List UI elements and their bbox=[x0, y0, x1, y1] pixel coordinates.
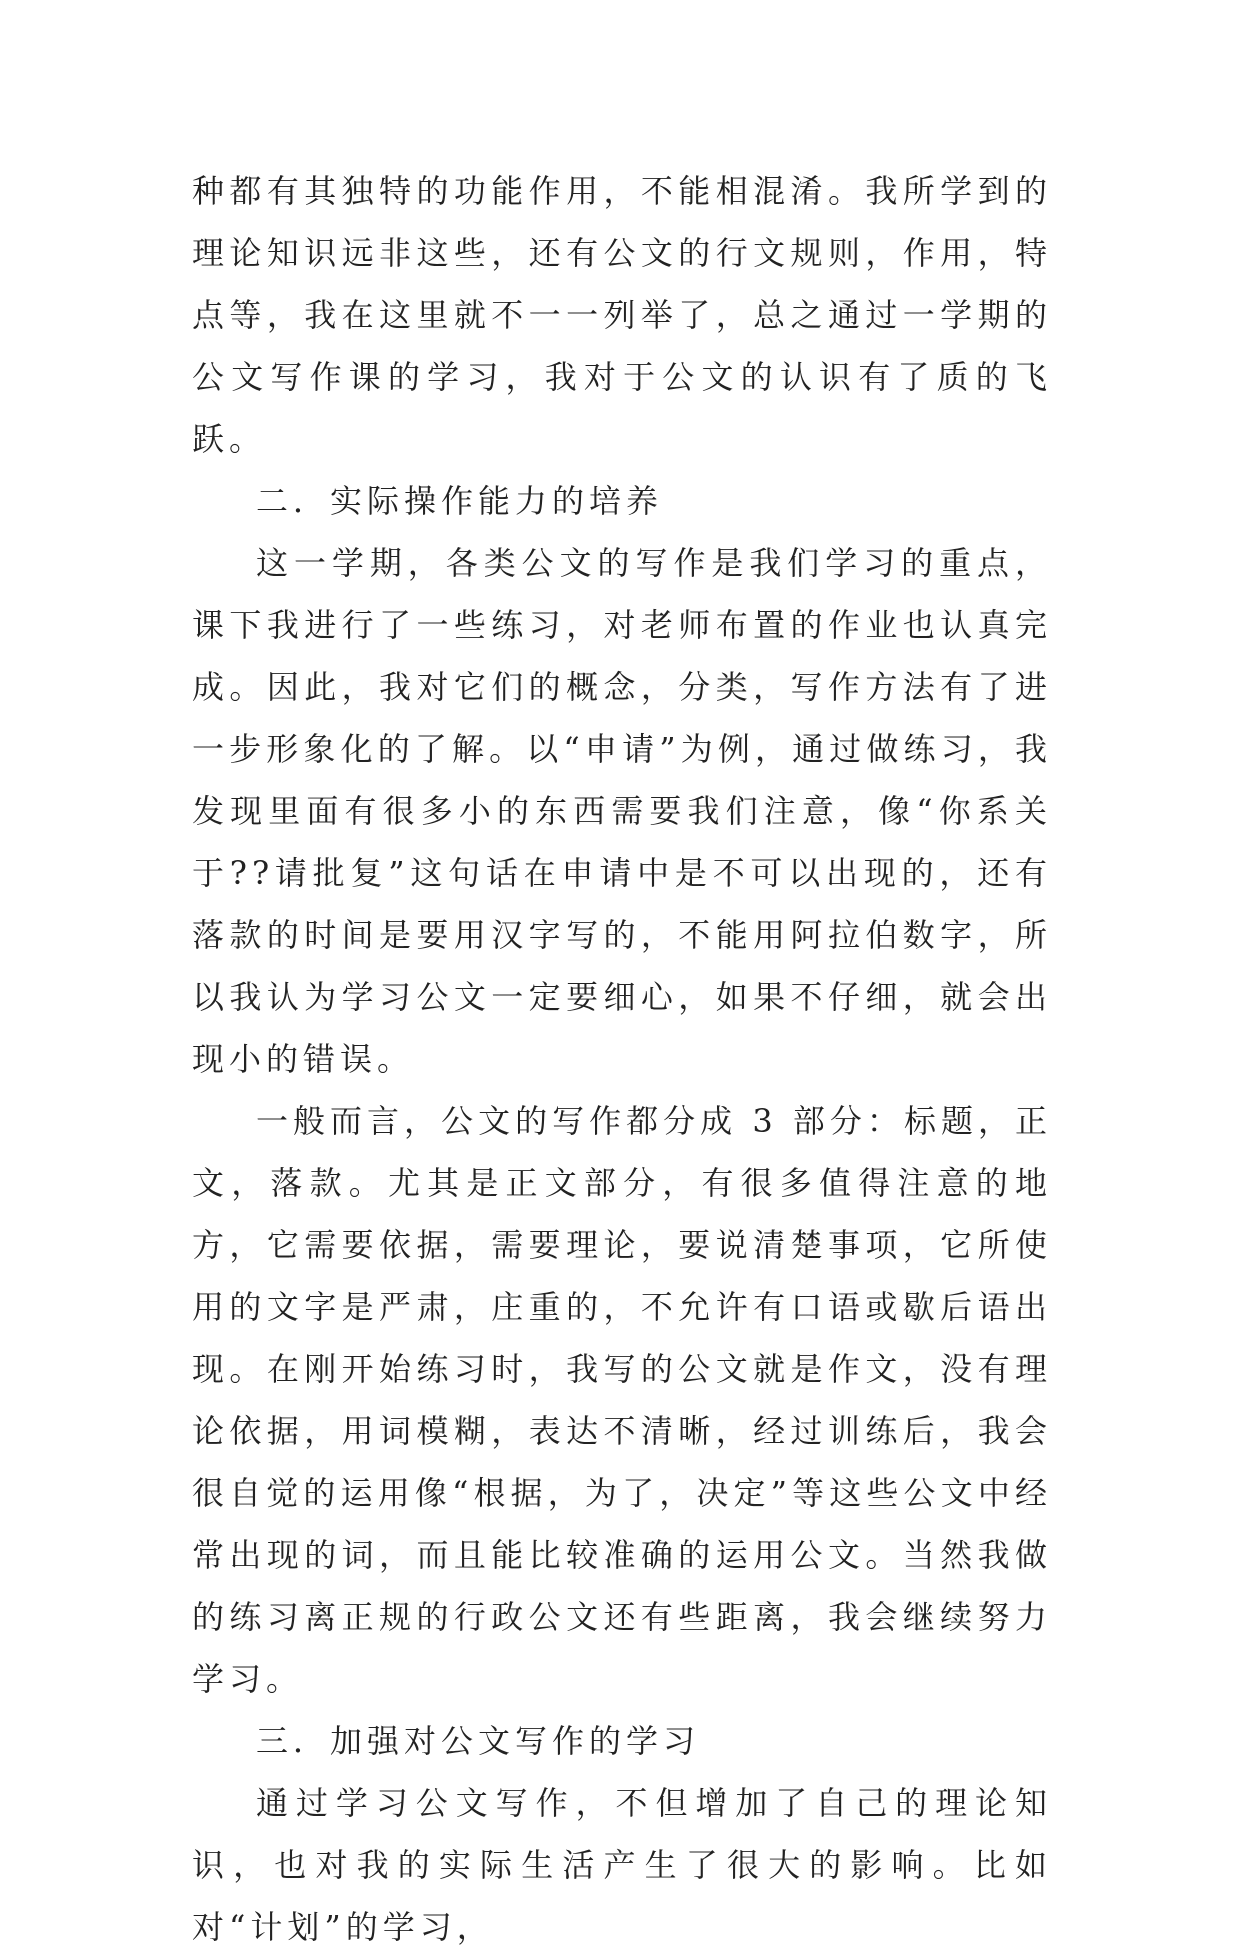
paragraph-structure: 一般而言，公文的写作都分成 3 部分：标题，正文，落款。尤其是正文部分，有很多值得注意的地方，它需要依据，需要理论，要说清楚事项，它所使用的文字是严肃，庄重的，不允许有口语或歇后语出现。在刚开始练习时，我写的公文就是作文，没有理论依据，用词模糊，表达不清晰，经过训练后，我会很自觉的运用像“根据，为了，决定”等这些公文中经常出现的词，而且能比较准确的运用公文。当然我做的练习离正规的行政公文还有些距离，我会继续努力学习。 bbox=[192, 1102, 1052, 1698]
paragraph-learning: 通过学习公文写作，不但增加了自己的理论知识，也对我的实际生活产生了很大的影响。比如对“计划”的学习， bbox=[192, 1784, 1052, 1946]
section-heading-2: 二．实际操作能力的培养 bbox=[256, 482, 664, 520]
paragraph-continuation: 种都有其独特的功能作用，不能相混淆。我所学到的理论知识远非这些，还有公文的行文规则，作用，特点等，我在这里就不一一列举了，总之通过一学期的公文写作课的学习，我对于公文的认识有了质的飞跃。 bbox=[192, 172, 1052, 458]
section-heading-3: 三．加强对公文写作的学习 bbox=[256, 1722, 701, 1760]
document-body bbox=[192, 160, 1052, 1958]
paragraph-practice: 这一学期，各类公文的写作是我们学习的重点，课下我进行了一些练习，对老师布置的作业也认真完成。因此，我对它们的概念，分类，写作方法有了进一步形象化的了解。以“申请”为例，通过做练习，我发现里面有很多小的东西需要我们注意，像“你系关于??请批复”这句话在申请中是不可以出现的，还有落款的时间是要用汉字写的，不能用阿拉伯数字，所以我认为学习公文一定要细心，如果不仔细，就会出现小的错误。 bbox=[192, 544, 1052, 1078]
